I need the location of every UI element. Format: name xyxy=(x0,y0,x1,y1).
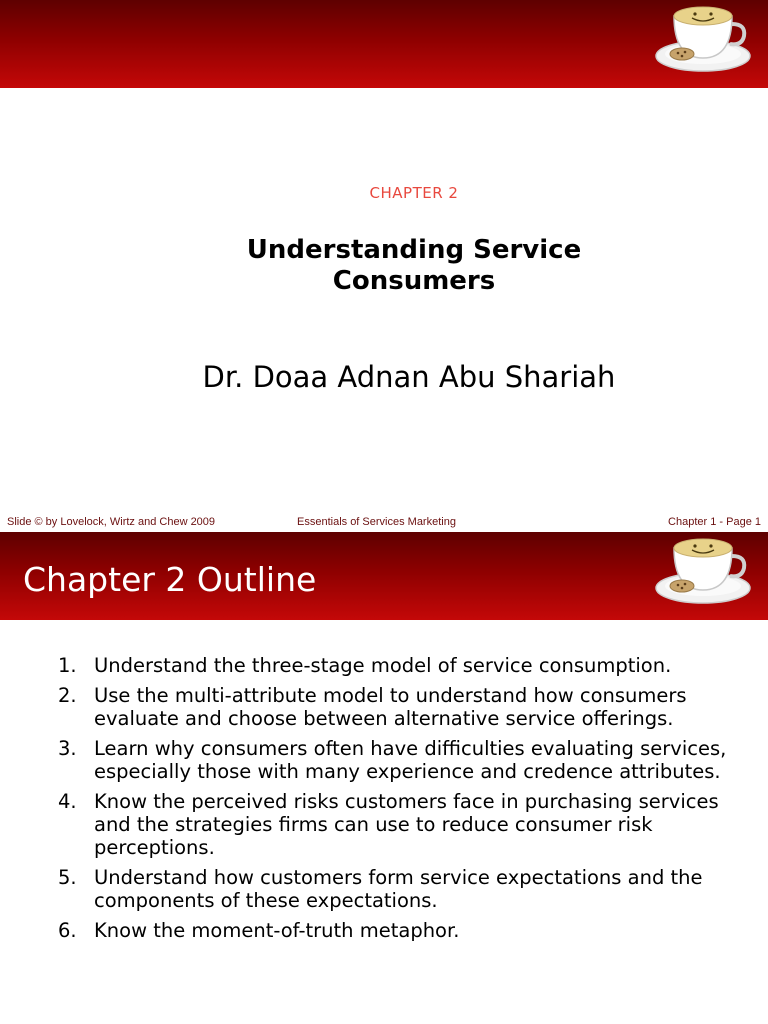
list-item xyxy=(58,684,738,730)
list-item-number: 3. xyxy=(58,737,77,760)
footer-copyright: Slide © by Lovelock, Wirtz and Chew 2009 xyxy=(7,516,216,528)
list-item-number: 1. xyxy=(58,654,77,677)
list-item-number: 5. xyxy=(58,866,77,889)
author-name: Dr. Doaa Adnan Abu Shariah xyxy=(202,360,616,394)
list-item-number: 4. xyxy=(58,790,77,813)
slide-title: Chapter 2 Outline xyxy=(23,560,317,599)
list-item xyxy=(58,654,738,677)
chapter-label: CHAPTER 2 xyxy=(369,184,459,202)
list-item-text: Know the moment-of-truth metaphor. xyxy=(94,919,460,942)
outline-slide xyxy=(0,532,768,1024)
slide-title-line2: Consumers xyxy=(332,266,496,296)
slide-title xyxy=(0,235,768,297)
list-item-number: 6. xyxy=(58,919,77,942)
list-item xyxy=(58,919,738,942)
slide-title-line1: Understanding Service xyxy=(246,235,582,265)
list-item-text: Know the perceived risks customers face in purchasing services and the strategies firms can use to reduce consumer risk perceptions. xyxy=(94,790,719,859)
list-item xyxy=(58,737,738,783)
coffee-cup-icon xyxy=(654,2,752,74)
list-item-text: Use the multi-attribute model to understand how consumers evaluate and choose between alternative service offerings. xyxy=(94,684,687,730)
footer-book-title: Essentials of Services Marketing xyxy=(297,516,456,528)
list-item-text: Understand the three-stage model of service consumption. xyxy=(94,654,672,677)
slide-header-banner xyxy=(0,0,768,88)
slide-header-banner xyxy=(0,532,768,620)
list-item-text: Learn why consumers often have difficulties evaluating services, especially those with many experience and credence attributes. xyxy=(94,737,727,783)
outline-list xyxy=(58,654,738,949)
coffee-cup-icon xyxy=(654,534,752,606)
list-item xyxy=(58,790,738,859)
list-item-text: Understand how customers form service expectations and the components of these expectations. xyxy=(94,866,703,912)
footer-page-number: Chapter 1 - Page 1 xyxy=(668,516,761,528)
list-item xyxy=(58,866,738,912)
list-item-number: 2. xyxy=(58,684,77,707)
